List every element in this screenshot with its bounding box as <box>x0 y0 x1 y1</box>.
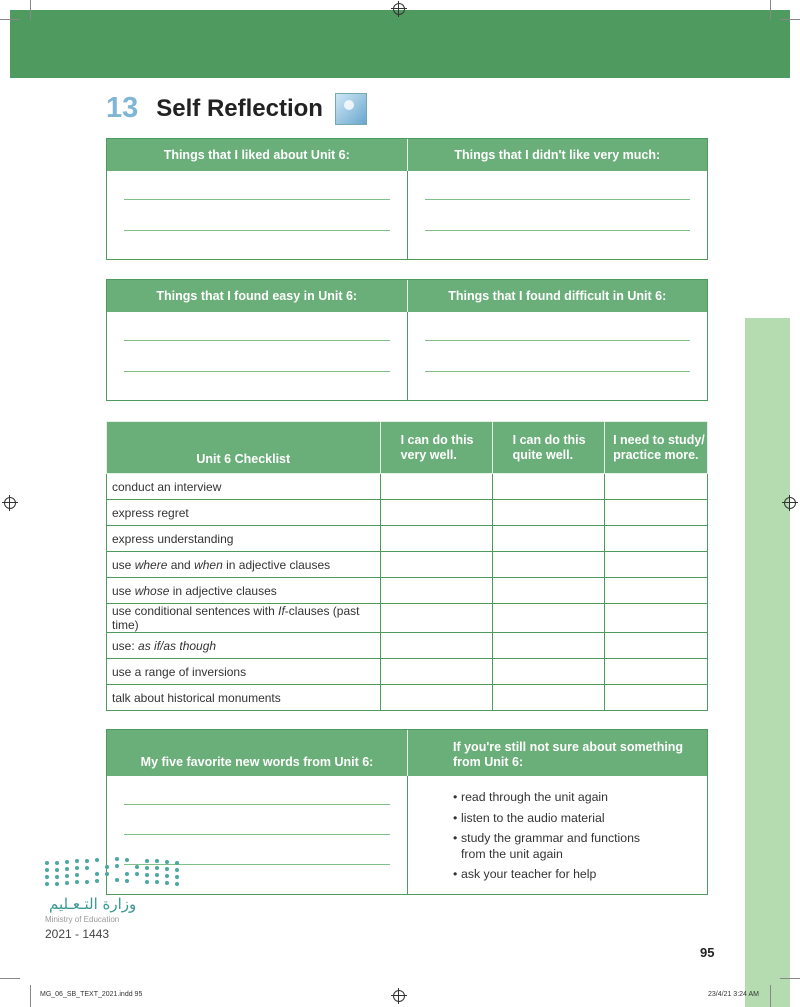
crop-mark <box>770 0 771 20</box>
checklist-item: use where and when in adjective clauses <box>107 552 381 578</box>
check-cell[interactable] <box>380 500 492 526</box>
portfolio-picture-icon <box>335 93 367 125</box>
check-cell[interactable] <box>380 474 492 500</box>
registration-mark-icon <box>393 990 405 1002</box>
crop-mark <box>780 978 800 979</box>
table-row <box>107 526 708 552</box>
check-cell[interactable] <box>492 604 604 633</box>
easy-writing-area[interactable] <box>107 312 407 400</box>
likes-writing-area[interactable] <box>107 171 407 259</box>
section-number: 13 <box>106 92 139 124</box>
dislikes-header: Things that I didn't like very much: <box>407 139 708 171</box>
crop-mark <box>30 0 31 20</box>
check-cell[interactable] <box>492 659 604 685</box>
top-green-band <box>10 10 790 78</box>
section-heading <box>106 92 367 125</box>
registration-mark-icon <box>393 3 405 15</box>
check-cell[interactable] <box>492 633 604 659</box>
tips-list <box>453 790 707 883</box>
check-cell[interactable] <box>380 526 492 552</box>
crop-mark <box>780 19 800 20</box>
easy-header: Things that I found easy in Unit 6: <box>156 289 358 303</box>
table-row <box>107 659 708 685</box>
check-cell[interactable] <box>380 685 492 711</box>
writing-line <box>425 371 691 372</box>
crop-mark <box>30 985 31 1007</box>
checklist-item: use a range of inversions <box>107 659 381 685</box>
registration-mark-icon <box>4 497 16 509</box>
check-cell[interactable] <box>380 578 492 604</box>
writing-line <box>425 199 691 200</box>
ministry-english-name: Ministry of Education <box>45 915 120 924</box>
check-cell[interactable] <box>492 500 604 526</box>
checklist-item: talk about historical monuments <box>107 685 381 711</box>
list-item: • listen to the audio material <box>453 811 707 827</box>
ministry-dots-icon <box>45 857 185 889</box>
check-cell[interactable] <box>380 604 492 633</box>
table-row <box>107 633 708 659</box>
writing-line <box>124 199 390 200</box>
easy-difficult-box <box>106 279 708 401</box>
check-cell[interactable] <box>605 633 708 659</box>
tips-panel <box>407 776 707 894</box>
check-cell[interactable] <box>492 526 604 552</box>
list-item: • ask your teacher for help <box>453 867 707 883</box>
likes-header: Things that I liked about Unit 6: <box>163 148 350 162</box>
table-row <box>107 500 708 526</box>
not-sure-header: If you're still not sure about something from Unit 6: <box>407 730 707 776</box>
table-row <box>107 604 708 633</box>
checklist-item: conduct an interview <box>107 474 381 500</box>
check-cell[interactable] <box>605 578 708 604</box>
check-cell[interactable] <box>492 474 604 500</box>
writing-line <box>124 834 390 835</box>
column-need-study: I need to study/ practice more. <box>605 422 708 474</box>
check-cell[interactable] <box>605 604 708 633</box>
favorite-words-header: My five favorite new words from Unit 6: <box>140 755 374 769</box>
likes-box <box>106 138 708 260</box>
writing-line <box>425 340 691 341</box>
check-cell[interactable] <box>380 659 492 685</box>
checklist-header: Unit 6 Checklist <box>107 422 381 474</box>
page-number: 95 <box>700 945 715 960</box>
list-item: • read through the unit again <box>453 790 707 806</box>
check-cell[interactable] <box>605 659 708 685</box>
ministry-arabic-name: وزارة التـعـليم <box>49 895 137 913</box>
unit-checklist-table <box>106 421 708 711</box>
crop-mark <box>0 19 20 20</box>
crop-mark <box>770 985 771 1007</box>
check-cell[interactable] <box>605 526 708 552</box>
difficult-header: Things that I found difficult in Unit 6: <box>407 280 708 312</box>
ministry-logo <box>45 857 185 941</box>
checklist-item: express understanding <box>107 526 381 552</box>
column-very-well: I can do this very well. <box>380 422 492 474</box>
writing-line <box>124 230 390 231</box>
checklist-item: use: as if/as though <box>107 633 381 659</box>
writing-line <box>124 340 390 341</box>
check-cell[interactable] <box>605 500 708 526</box>
table-row <box>107 578 708 604</box>
crop-mark <box>0 978 20 979</box>
difficult-writing-area[interactable] <box>407 312 708 400</box>
checklist-item: use conditional sentences with If-clauses (past time) <box>107 604 381 633</box>
table-row <box>107 474 708 500</box>
checklist-item: express regret <box>107 500 381 526</box>
check-cell[interactable] <box>605 474 708 500</box>
list-item: • study the grammar and functions from the unit again <box>453 831 651 862</box>
writing-line <box>425 230 691 231</box>
checklist-item: use whose in adjective clauses <box>107 578 381 604</box>
side-tab <box>745 318 790 1007</box>
check-cell[interactable] <box>492 578 604 604</box>
writing-line <box>124 371 390 372</box>
writing-line <box>124 804 390 805</box>
registration-mark-icon <box>784 497 796 509</box>
check-cell[interactable] <box>380 552 492 578</box>
slug-timestamp: 23/4/21 3:24 AM <box>708 991 759 998</box>
dislikes-writing-area[interactable] <box>407 171 708 259</box>
section-title: Self Reflection <box>156 94 323 122</box>
slug-file-name: MG_06_SB_TEXT_2021.indd 95 <box>40 991 143 998</box>
check-cell[interactable] <box>605 685 708 711</box>
check-cell[interactable] <box>380 633 492 659</box>
table-row <box>107 685 708 711</box>
favorite-words-box <box>106 729 708 895</box>
check-cell[interactable] <box>492 552 604 578</box>
check-cell[interactable] <box>492 685 604 711</box>
table-row <box>107 552 708 578</box>
ministry-year: 2021 - 1443 <box>45 927 110 941</box>
check-cell[interactable] <box>605 552 708 578</box>
column-quite-well: I can do this quite well. <box>492 422 604 474</box>
